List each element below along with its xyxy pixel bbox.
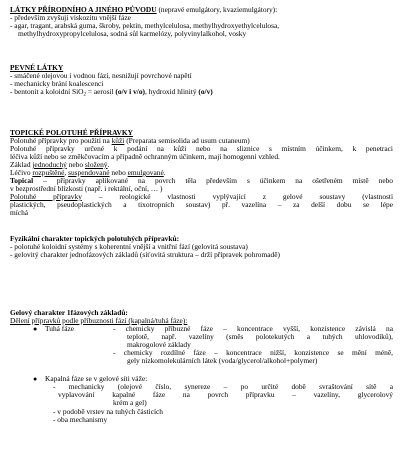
kapalna-line-3: krém a gel) — [113, 398, 147, 407]
section-3-line-1-b: (Preparata semisolida ad usum cutaneum) — [124, 136, 250, 145]
tuha-line-1: - chemicky příbuzné fáze – koncentrace vyšší, konzistence závislá na — [113, 325, 393, 333]
section-3-line-8 — [10, 193, 393, 201]
section-2-line-3 — [10, 88, 213, 96]
section-4-title: Fyzikální charakter topických polotuhých přípravků: — [10, 234, 180, 243]
section-2-line-3-c: , hydroxid hlinitý — [144, 87, 199, 96]
section-3-line-8-underlined: Polotuhé přípravky — [10, 193, 82, 201]
section-1-line-3: methylhydroxypropylcelulosa, sodná sůl karmelózy, polyvinylalkohol, vosky — [18, 29, 247, 38]
section-1-line-1: - především zvyšují viskozitu vnější fáze — [10, 13, 131, 22]
section-3-line-1-underlined: kůži — [111, 136, 125, 145]
section-3-line-3: léčiva kůží nebo se změkčovacím a případně ochranným účinkem, mají homogenní vzhled. — [10, 152, 280, 161]
section-3-line-9: plastických, pseudoplastických a tixotropních soustav) př. vazelína – za delší dobu se lépe — [10, 201, 393, 209]
section-3-line-5-u1: rozpuštěné — [32, 168, 65, 177]
section-2-line-3-bold-1: (o/v i v/o) — [115, 87, 145, 96]
section-2-line-1: - smáčené olejovou i vodnou fází, nesnižují povrchové napětí — [10, 71, 192, 80]
section-3-line-5-a: Léčivo — [10, 168, 33, 177]
kapalna-faze-heading: Kapalná fáze se v gelové síti váže: — [45, 374, 148, 383]
section-3-line-5-u2: suspendované — [68, 168, 110, 177]
bullet-dot-icon: ● — [33, 375, 38, 383]
section-3-line-1-a: Polotuhé přípravky pro použití na — [10, 136, 112, 145]
section-3-line-5-b: , — [64, 168, 69, 177]
section-2-title: PEVNÉ LÁTKY — [10, 63, 64, 72]
section-3-line-1 — [10, 137, 250, 145]
section-3-line-5-d: . — [163, 168, 166, 177]
section-1-title-note: (nepravé emulgátory, kvaziemulgátory): — [156, 5, 278, 14]
kapalna-line-2: vyplavování kapalné fáze na povrch přípravku – vazelíny, glycerolový — [58, 391, 393, 399]
section-3-line-5-c: nebo — [109, 168, 128, 177]
section-2-line-2: - mechanicky brání koalescenci — [10, 79, 104, 88]
kapalna-line-5: - oba mechanismy — [53, 415, 108, 424]
section-3-line-4-b: nebo — [66, 160, 85, 169]
tuha-line-2: teplotě, např. vazelíny (směs polotekutých a tuhých uhlovodíků), — [127, 333, 393, 341]
section-3-line-6-a: – přípravky aplikované na povrch těla především s účinkem na ošetřeném místě nebo — [33, 177, 393, 185]
section-2-line-3-bold-2: (o/v) — [198, 87, 213, 96]
kapalna-line-1: - mechanicky (olejové číslo, synereze – po určité době svraštování sítě a — [53, 383, 393, 391]
section-3-line-7: v bezprostřední blízkosti (např. i rektální, oční, … ) — [10, 184, 163, 193]
tuha-faze-label: Tuhá fáze — [45, 324, 75, 333]
section-5-division-line: Dělení přípravků podle příbuznosti fází (kapalná/tuhá fáze): — [10, 316, 188, 325]
section-3-line-10: míchá — [10, 208, 29, 217]
section-3-line-4-a: Základ — [10, 160, 33, 169]
tuha-line-5: gely nízkomolekulárních látek (voda/glycerol/alkohol+polymer) — [127, 356, 318, 365]
section-3-line-5 — [10, 169, 166, 177]
kapalna-line-4: - v podobě vrstev na tuhých částicích — [53, 407, 164, 416]
section-3-title: TOPICKÉ POLOTUHÉ PŘÍPRAVKY — [10, 128, 133, 137]
section-3-line-4-u2: složený — [84, 160, 108, 169]
section-1-title: LÁTKY PŘÍRODNÍHO A JINÉHO PŮVODU — [10, 5, 157, 14]
section-4-line-1: - polotuhé koloidní systémy s koherentní vnější a vnitřní fází (gelovitá soustava) — [10, 242, 248, 251]
section-2-line-3-sub: 2 — [83, 92, 86, 98]
bullet-dot-icon: ● — [33, 325, 38, 333]
section-2-line-3-b: = aerosil — [86, 87, 116, 96]
tuha-line-3: makrogolové základy — [127, 340, 191, 349]
section-3-line-2: Polotuhé přípravky určené k podání na kůži nebo na sliznice s místním účinkem, k penetraci — [10, 145, 393, 153]
section-3-line-5-u3: emulgované — [127, 168, 164, 177]
section-3-line-4-c: . — [107, 160, 110, 169]
section-3-line-4-u1: jednoduchý — [32, 160, 67, 169]
section-3-line-6-bold: Topical — [10, 177, 34, 185]
tuha-line-4: - chemicky rozdílné fáze – koncentrace nižší, konzistence se mění méně, — [113, 349, 393, 357]
section-3-line-8-a: – reologické vlastnosti vyplývající z gelové soustavy (vlastnosti — [81, 193, 393, 201]
section-5-title: Gelový charakter 1fázových základů: — [10, 308, 128, 317]
section-2-line-3-a: - bentonit a koloidní SiO — [10, 87, 84, 96]
section-4-line-2: - gelovitý charakter jednofázových základů (síťovitá struktura – drží přípravek pohromadě) — [10, 250, 280, 259]
section-1-line-2: - agar, tragant, arabská guma, škroby, pektin, methylcelulosa, methylhydroxyethylcelulosa, — [10, 21, 280, 30]
